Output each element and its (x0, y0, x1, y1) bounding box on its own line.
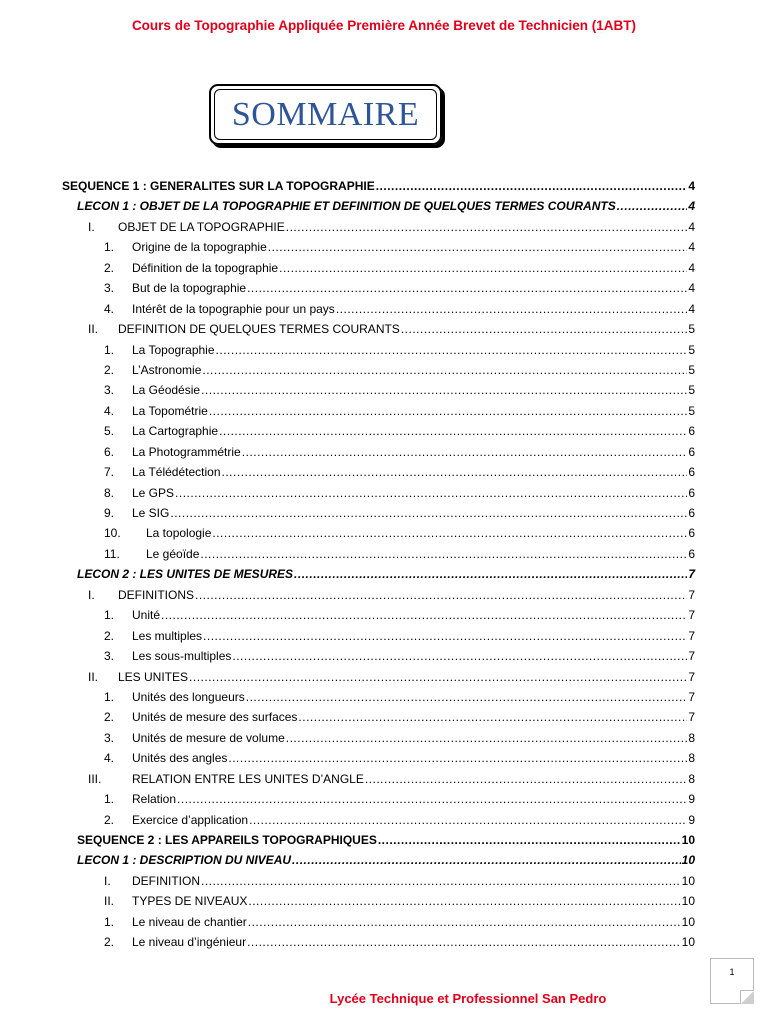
toc-entry[interactable] (0, 176, 768, 196)
toc-entry-title: OBJET DE LA TOPOGRAPHIE (118, 219, 285, 234)
toc-entry[interactable] (0, 483, 768, 503)
toc-entry-page: 9 (688, 812, 695, 827)
toc-entry-page: 5 (688, 322, 695, 337)
toc-entry-title: LECON 1 : OBJET DE LA TOPOGRAPHIE ET DEFINITION DE QUELQUES TERMES COURANTS (77, 199, 616, 214)
toc-entry[interactable] (0, 278, 768, 298)
toc-entry-page: 4 (688, 179, 695, 193)
toc-entry[interactable] (0, 196, 768, 216)
toc-dot-leader (286, 728, 688, 748)
toc-dot-leader (201, 871, 681, 891)
toc-dot-leader (248, 912, 681, 932)
toc-entry-number: 3. (104, 383, 115, 398)
toc-entry-page: 4 (688, 219, 695, 234)
page-title: SOMMAIRE (231, 95, 420, 133)
toc-dot-leader (248, 891, 680, 911)
toc-entry[interactable] (0, 585, 768, 605)
toc-entry-number: I. (104, 873, 111, 888)
toc-entry-number: 11. (104, 546, 120, 561)
toc-entry-number: I. (88, 587, 95, 602)
toc-entry-page: 5 (688, 403, 695, 418)
toc-entry-number: 7. (104, 465, 115, 480)
toc-entry-title: SEQUENCE 1 : GENERALITES SUR LA TOPOGRAPHIE (62, 179, 375, 193)
toc-entry[interactable] (0, 769, 768, 789)
toc-entry-page: 7 (688, 587, 695, 602)
table-of-contents (0, 176, 768, 953)
toc-entry-number: 8. (104, 485, 115, 500)
toc-entry[interactable] (0, 830, 768, 850)
toc-entry-number: III. (88, 771, 102, 786)
toc-entry-page: 4 (688, 240, 695, 255)
toc-entry-page: 7 (688, 689, 695, 704)
toc-dot-leader (298, 707, 687, 727)
toc-entry-number: 1. (104, 608, 115, 623)
toc-entry[interactable] (0, 421, 768, 441)
toc-entry-page: 8 (688, 771, 695, 786)
toc-entry-number: I. (88, 219, 95, 234)
toc-entry[interactable] (0, 605, 768, 625)
toc-dot-leader (170, 503, 687, 523)
toc-dot-leader (376, 176, 688, 196)
toc-entry-number: 3. (104, 730, 115, 745)
toc-entry-page: 10 (681, 833, 695, 847)
toc-entry-number: 4. (104, 751, 115, 766)
toc-entry-page: 10 (681, 853, 695, 868)
toc-entry-title: Relation (132, 792, 177, 807)
toc-entry[interactable] (0, 667, 768, 687)
toc-entry[interactable] (0, 810, 768, 830)
toc-dot-leader (247, 932, 681, 952)
toc-entry-title: Unité (132, 608, 161, 623)
toc-entry-title: Le géoïde (146, 546, 200, 561)
toc-entry-page: 5 (688, 342, 695, 357)
toc-entry-page: 6 (688, 526, 695, 541)
toc-entry-number: 2. (104, 710, 115, 725)
toc-entry-number: II. (88, 669, 99, 684)
toc-dot-leader (175, 483, 687, 503)
toc-dot-leader (222, 462, 688, 482)
page-number-box (710, 958, 754, 1004)
toc-entry[interactable] (0, 401, 768, 421)
toc-entry-title: Exercice d’application (132, 812, 249, 827)
toc-entry-page: 10 (681, 935, 695, 950)
toc-entry-number: 6. (104, 444, 115, 459)
toc-dot-leader (201, 380, 687, 400)
toc-entry-title: DEFINITION (132, 873, 200, 888)
toc-dot-leader (286, 217, 688, 237)
toc-entry-number: 2. (104, 628, 115, 643)
toc-entry[interactable] (0, 380, 768, 400)
toc-entry[interactable] (0, 850, 768, 870)
title-frame-inner (214, 89, 437, 140)
toc-entry-number: 1. (104, 240, 115, 255)
toc-entry-number: 1. (104, 689, 115, 704)
toc-entry-title: La Photogrammétrie (132, 444, 241, 459)
toc-entry-title: LES UNITES (118, 669, 189, 684)
toc-entry-number: 9. (104, 506, 115, 520)
toc-entry-title: La Géodésie (132, 383, 201, 398)
toc-entry-title: Unités de mesure de volume (132, 730, 285, 745)
toc-entry-title: TYPES DE NIVEAUX (132, 894, 248, 909)
toc-entry-page: 4 (688, 199, 695, 214)
toc-dot-leader (216, 340, 688, 360)
toc-entry[interactable] (0, 891, 768, 911)
toc-entry[interactable] (0, 217, 768, 237)
toc-entry-page: 4 (688, 281, 695, 296)
document-header: Cours de Topographie Appliquée Première Année Brevet de Technicien (1ABT) (131, 18, 637, 33)
toc-entry-page: 10 (681, 894, 695, 909)
toc-entry-page: 7 (688, 669, 695, 684)
toc-dot-leader (212, 523, 687, 543)
toc-entry-number: 3. (104, 649, 115, 664)
toc-entry-title: RELATION ENTRE LES UNITES D’ANGLE (132, 771, 364, 786)
toc-entry-number: 1. (104, 342, 115, 357)
toc-dot-leader (200, 544, 687, 564)
toc-dot-leader (365, 769, 687, 789)
toc-entry-number: 2. (104, 362, 115, 377)
toc-entry[interactable] (0, 871, 768, 891)
toc-dot-leader (209, 401, 687, 421)
toc-entry-number: 1. (104, 792, 115, 807)
toc-entry-title: Unités des angles (132, 751, 228, 766)
toc-entry-page: 6 (688, 465, 695, 480)
toc-entry-page: 6 (688, 444, 695, 459)
toc-dot-leader (378, 830, 681, 850)
toc-entry-title: LECON 1 : DESCRIPTION DU NIVEAU (77, 853, 292, 868)
toc-entry-number: II. (88, 322, 99, 337)
toc-entry-title: L’Astronomie (132, 362, 202, 377)
toc-dot-leader (232, 646, 687, 666)
toc-entry-number: 4. (104, 301, 115, 316)
toc-entry-page: 6 (688, 424, 695, 439)
toc-entry-number: 2. (104, 812, 115, 827)
toc-entry-number: II. (104, 894, 115, 909)
toc-entry-title: La Topométrie (132, 403, 208, 418)
toc-entry-page: 7 (688, 649, 695, 664)
toc-entry-page: 5 (688, 383, 695, 398)
toc-entry[interactable] (0, 646, 768, 666)
toc-entry-title: DEFINITIONS (118, 587, 195, 602)
toc-entry-title: Les sous-multiples (132, 649, 232, 664)
toc-entry-number: 3. (104, 281, 115, 296)
toc-entry[interactable] (0, 360, 768, 380)
toc-entry-number: 5. (104, 424, 115, 439)
title-frame (209, 84, 442, 145)
toc-entry-title: Unités des longueurs (132, 689, 245, 704)
toc-dot-leader (203, 626, 687, 646)
toc-entry[interactable] (0, 503, 768, 523)
toc-entry-title: DEFINITION DE QUELQUES TERMES COURANTS (118, 322, 400, 337)
toc-dot-leader (292, 850, 681, 870)
toc-dot-leader (177, 789, 687, 809)
toc-entry[interactable] (0, 564, 768, 584)
toc-entry-title: LECON 2 : LES UNITES DE MESURES (77, 567, 294, 582)
toc-entry-title: Origine de la topographie (132, 240, 267, 255)
toc-dot-leader (189, 667, 687, 687)
toc-entry-number: 2. (104, 260, 115, 275)
toc-dot-leader (401, 319, 688, 339)
toc-entry-page: 10 (681, 914, 695, 929)
toc-entry-page: 7 (688, 567, 695, 582)
toc-entry-title: La Télédétection (132, 465, 221, 480)
toc-dot-leader (247, 278, 687, 298)
toc-entry-page: 7 (688, 628, 695, 643)
toc-entry-title: La Cartographie (132, 424, 219, 439)
toc-dot-leader (202, 360, 687, 380)
toc-entry-title: Le GPS (132, 485, 175, 500)
toc-entry-number: 2. (104, 935, 115, 950)
toc-entry[interactable] (0, 258, 768, 278)
toc-entry-title: But de la topographie (132, 281, 247, 296)
toc-entry-page: 8 (688, 751, 695, 766)
toc-entry-page: 4 (688, 260, 695, 275)
page-number: 1 (729, 967, 735, 977)
toc-entry[interactable] (0, 462, 768, 482)
toc-dot-leader (219, 421, 687, 441)
toc-entry[interactable] (0, 340, 768, 360)
toc-dot-leader (279, 258, 687, 278)
toc-entry-page: 4 (688, 301, 695, 316)
toc-entry[interactable] (0, 707, 768, 727)
toc-entry[interactable] (0, 319, 768, 339)
toc-entry-number: 4. (104, 403, 115, 418)
toc-entry-page: 7 (688, 710, 695, 725)
toc-entry-number: 10. (104, 526, 121, 541)
toc-dot-leader (336, 299, 688, 319)
toc-dot-leader (228, 748, 687, 768)
toc-dot-leader (294, 564, 687, 584)
toc-entry[interactable] (0, 544, 768, 564)
toc-dot-leader (249, 810, 687, 830)
document-footer: Lycée Technique et Professionnel San Pedro (329, 991, 607, 1006)
toc-entry[interactable] (0, 912, 768, 932)
toc-entry[interactable] (0, 299, 768, 319)
toc-entry-title: Le niveau de chantier (132, 914, 247, 929)
toc-entry[interactable] (0, 789, 768, 809)
toc-entry[interactable] (0, 728, 768, 748)
toc-entry-title: Unités de mesure des surfaces (132, 710, 298, 725)
toc-entry-title: Le niveau d’ingénieur (132, 935, 247, 950)
page-fold-icon (740, 990, 754, 1004)
toc-entry[interactable] (0, 932, 768, 952)
toc-entry-page: 10 (681, 873, 695, 888)
toc-entry-page: 6 (688, 506, 695, 520)
toc-entry-page: 5 (688, 362, 695, 377)
toc-entry[interactable] (0, 687, 768, 707)
toc-entry-page: 6 (688, 485, 695, 500)
toc-entry[interactable] (0, 237, 768, 257)
toc-entry[interactable] (0, 523, 768, 543)
toc-entry[interactable] (0, 748, 768, 768)
toc-entry-page: 9 (688, 792, 695, 807)
toc-entry-title: Le SIG (132, 506, 170, 520)
toc-dot-leader (161, 605, 687, 625)
toc-entry-title: Les multiples (132, 628, 203, 643)
toc-dot-leader (195, 585, 687, 605)
toc-entry-title: SEQUENCE 2 : LES APPAREILS TOPOGRAPHIQUES (77, 833, 377, 847)
toc-entry-title: Intérêt de la topographie pour un pays (132, 301, 335, 316)
toc-dot-leader (246, 687, 688, 707)
toc-dot-leader (617, 196, 688, 216)
toc-entry-number: 1. (104, 914, 115, 929)
toc-entry[interactable] (0, 442, 768, 462)
toc-dot-leader (242, 442, 688, 462)
toc-entry-title: Définition de la topographie (132, 260, 279, 275)
toc-dot-leader (268, 237, 688, 257)
toc-entry[interactable] (0, 626, 768, 646)
toc-entry-page: 8 (688, 730, 695, 745)
toc-entry-page: 7 (688, 608, 695, 623)
toc-entry-title: La Topographie (132, 342, 215, 357)
toc-entry-page: 6 (688, 546, 695, 561)
toc-entry-title: La topologie (146, 526, 212, 541)
